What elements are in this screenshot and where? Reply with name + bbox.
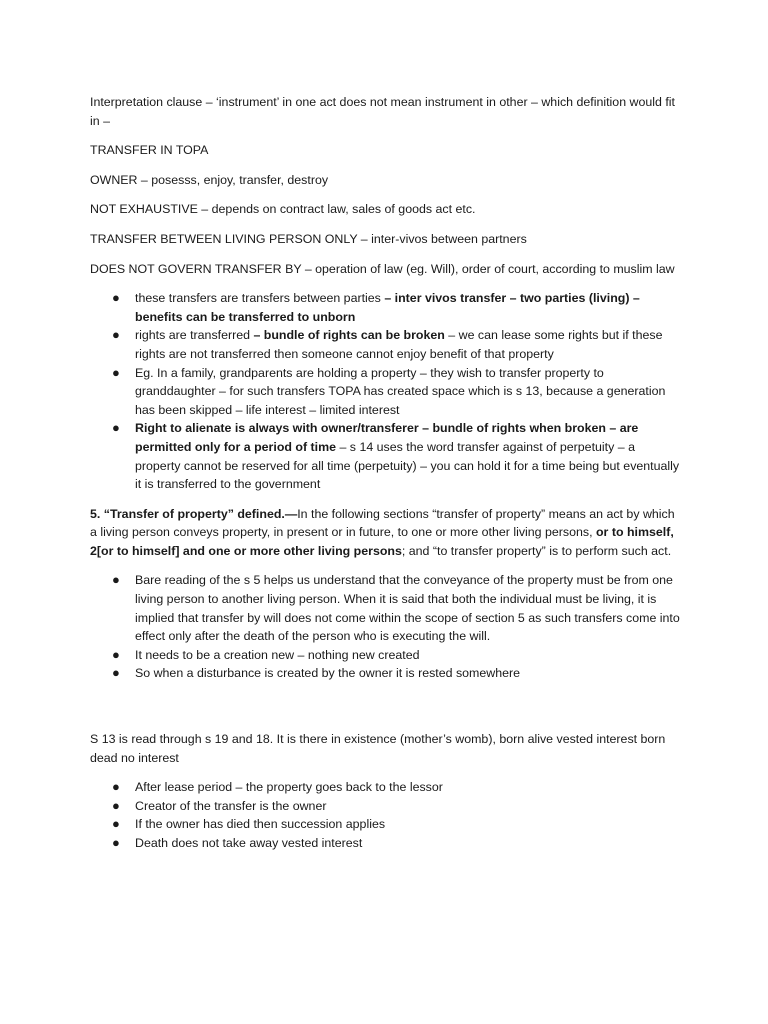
list-item [90, 289, 682, 326]
list-item-text: rights are transferred [135, 328, 254, 343]
list-item-bold-text: – bundle of rights can be broken [253, 328, 445, 343]
bullet-icon: ● [112, 797, 120, 813]
list-item-text: If the owner has died then succession applies [135, 817, 386, 832]
bullet-list-transfers [90, 289, 682, 494]
list-item [90, 797, 682, 816]
bullet-icon: ● [112, 327, 120, 343]
bullet-list-s13 [90, 778, 682, 852]
section-5-bold-text: or to himself, 2[or to himself] and one or more other living persons [90, 525, 674, 558]
list-item-bold-text: – inter vivos transfer – two parties (living) – benefits can be transferred to unborn [135, 291, 640, 324]
bullet-icon: ● [112, 364, 120, 380]
list-item-text: Bare reading of the s 5 helps us understand that the conveyance of the property must be from one living person to another living person. When it is said that both the individual must be living, it is implied that transfer by will does not come within the scope of section 5 as such transfers come into effect only after the death of the person who is executing the will. [135, 573, 680, 644]
paragraph-transfer-in-topa: TRANSFER IN TOPA [90, 143, 209, 158]
bullet-icon: ● [112, 835, 120, 850]
list-item-text: So when a disturbance is created by the owner it is rested somewhere [135, 666, 520, 681]
list-item [90, 571, 682, 645]
document-body [90, 93, 682, 864]
list-item-text: – we can lease some rights but if these rights are not transferred then someone cannot enjoy benefit of that property [135, 328, 663, 361]
list-item-text: – s 14 uses the word transfer against of perpetuity – a property cannot be reserved for all time (perpetuity) – you can hold it for a time being but eventually it is transferred to the government [135, 439, 680, 492]
list-item-bold-text: Right to alienate is always with owner/transferer – bundle of rights when broken – are permitted only for a period of time [135, 421, 639, 454]
list-item-text: It needs to be a creation new – nothing new created [135, 647, 420, 662]
list-item-text: Death does not take away vested interest [135, 836, 363, 850]
spacer [90, 694, 682, 730]
paragraph-not-exhaustive: NOT EXHAUSTIVE – depends on contract law, sales of goods act etc. [90, 202, 476, 217]
section-5-text: In the following sections “transfer of property” means an act by which a living person conveys property, in present or in future, to one or more other living persons, [90, 506, 675, 540]
list-item [90, 815, 682, 834]
list-item [90, 646, 682, 665]
list-item-text: Creator of the transfer is the owner [135, 798, 327, 813]
bullet-icon: ● [112, 779, 120, 795]
section-5-heading: 5. “Transfer of property” defined.— [90, 506, 298, 521]
section-5-text-end: ; and “to transfer property” is to perform such act. [401, 543, 672, 558]
paragraph-s13: S 13 is read through s 19 and 18. It is there in existence (mother’s womb), born alive vested interest born dead no interest [90, 732, 666, 765]
paragraph-interpretation-clause: Interpretation clause – ‘instrument’ in one act does not mean instrument in other – which definition would fit in – [90, 95, 675, 128]
bullet-list-section-5 [90, 571, 682, 683]
section-5-definition [90, 505, 682, 561]
bullet-icon: ● [112, 290, 120, 306]
list-item [90, 364, 682, 420]
list-item [90, 778, 682, 797]
list-item-text: Eg. In a family, grandparents are holding a property – they wish to transfer property to granddaughter – for such transfers TOPA has created space which is s 13, because a generation has been skipped – life interest – limited interest [135, 365, 666, 417]
list-item [90, 419, 682, 493]
list-item [90, 326, 682, 363]
bullet-icon: ● [112, 646, 120, 662]
bullet-icon: ● [112, 816, 120, 832]
bullet-icon: ● [112, 572, 120, 588]
list-item-text: these transfers are transfers between parties [135, 291, 385, 306]
paragraph-transfer-living-only: TRANSFER BETWEEN LIVING PERSON ONLY – inter-vivos between partners [90, 231, 527, 246]
list-item-text: After lease period – the property goes back to the lessor [135, 780, 443, 795]
paragraph-owner: OWNER – posesss, enjoy, transfer, destroy [90, 172, 329, 187]
list-item [90, 664, 682, 683]
bullet-icon: ● [112, 420, 120, 436]
list-item [90, 834, 682, 853]
bullet-icon: ● [112, 665, 120, 681]
paragraph-does-not-govern: DOES NOT GOVERN TRANSFER BY – operation of law (eg. Will), order of court, according to muslim law [90, 261, 675, 276]
